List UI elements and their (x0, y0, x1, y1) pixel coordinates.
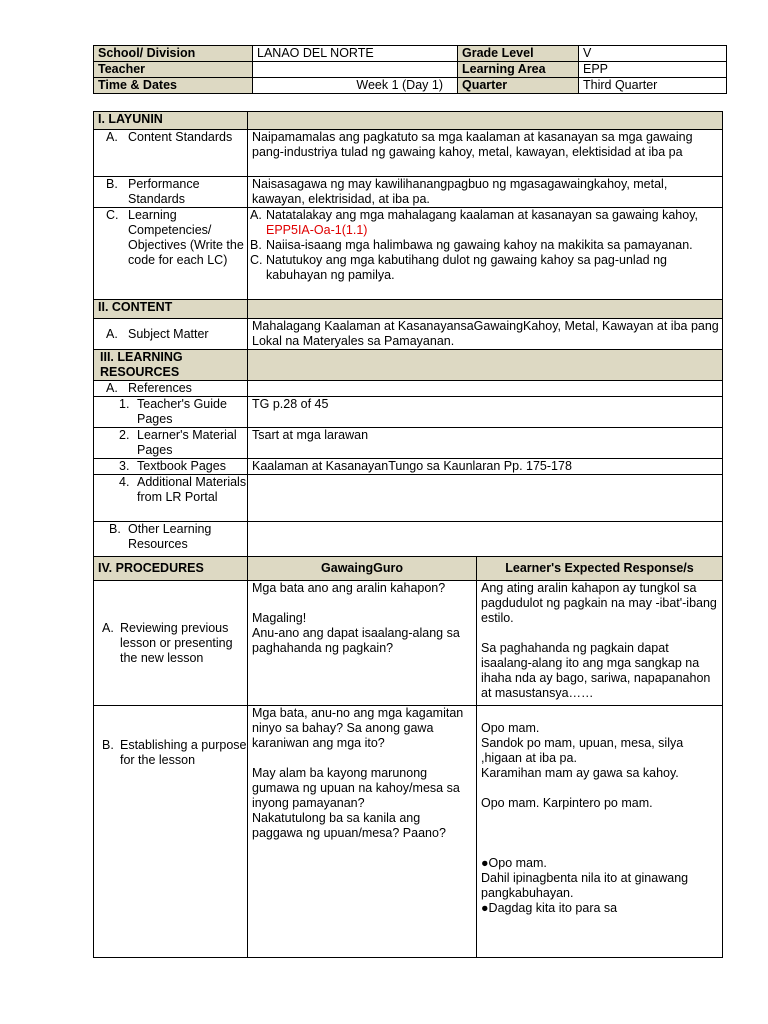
marker: 3. (119, 459, 130, 473)
subject-matter-text: Mahalagang Kaalaman at KasanayansaGawaingKahoy, Metal, Kawayan at iba pang Lokal na Materyales sa Pamayanan. (248, 319, 723, 350)
marker: 1. (119, 397, 130, 411)
item-text: Natutukoy ang mga kabutihang dulot ng gawaing kahoy sa pag-unlad ng kabuhayan ng pamilya. (266, 253, 667, 282)
references-value (248, 381, 723, 397)
section-layunin-title: I. LAYUNIN (94, 112, 248, 130)
quarter-label: Quarter (458, 78, 579, 94)
textbook-pages-label (94, 459, 248, 475)
label-text: Establishing a purpose for the lesson (120, 738, 247, 767)
label-text: Performance Standards (128, 177, 200, 206)
list-item (250, 208, 722, 238)
label-text: Subject Matter (128, 326, 209, 341)
marker: A. (102, 620, 114, 635)
time-value: Week 1 (Day 1) (253, 78, 458, 94)
label-text: Learning Competencies/ Objectives (Write the code for each LC) (128, 208, 244, 267)
content-standards-text: Naipamamalas ang pagkatuto sa mga kaalaman at kasanayan sa mga gawaing pang-industriya tulad ng gawaing kahoy, metal, kawayan, elektisidad at iba pa (248, 130, 723, 177)
competencies-label (94, 208, 248, 300)
section-content-title: II. CONTENT (94, 300, 248, 319)
header-table (93, 45, 727, 94)
competencies-list (248, 208, 723, 300)
marker: 2. (119, 428, 130, 442)
section-resources-title: III. LEARNING RESOURCES (94, 350, 248, 381)
marker: 4. (119, 475, 130, 489)
school-label: School/ Division (94, 46, 253, 62)
grade-value: V (579, 46, 727, 62)
section-procedures-title: IV. PROCEDURES (94, 557, 248, 581)
section-layunin-filler (248, 112, 723, 130)
section-content-filler (248, 300, 723, 319)
marker: A. (106, 130, 118, 144)
marker: B. (250, 238, 262, 252)
marker: A. (106, 381, 118, 395)
textbook-pages-value: Kaalaman at KasanayanTungo sa Kaunlaran Pp. 175-178 (248, 459, 723, 475)
lm-pages-label (94, 428, 248, 459)
label-text: Additional Materials from LR Portal (137, 475, 247, 504)
references-label (94, 381, 248, 397)
tg-pages-label (94, 397, 248, 428)
item-text: Naiisa-isaang mga halimbawa ng gawaing kahoy na makikita sa pamayanan. (266, 238, 693, 252)
time-label: Time & Dates (94, 78, 253, 94)
area-label: Learning Area (458, 62, 579, 78)
content-standards-label (94, 130, 248, 177)
performance-standards-label (94, 177, 248, 208)
label-text: Textbook Pages (137, 459, 226, 473)
lm-pages-value: Tsart at mga larawan (248, 428, 723, 459)
label-text: Other Learning Resources (128, 522, 212, 551)
marker: C. (106, 208, 119, 222)
procedure-b-label (94, 706, 248, 958)
col-teacher-header: GawaingGuro (248, 557, 477, 581)
performance-standards-text: Naisasagawa ng may kawilihanangpagbuo ng mgasagawaingkahoy, metal, kawayan, elektrisidad, at iba pa. (248, 177, 723, 208)
teacher-value (253, 62, 458, 78)
procedure-a-learner: Ang ating aralin kahapon ay tungkol sa pagdudulot ng pagkain na may -ibat'-ibang estilo. Sa paghahanda ng pagkain dapat isaalang-alang ito ang mga sangkap na ihaha nda ay bago, sariwa, napapanahon at masustansya…… (477, 581, 723, 706)
additional-materials-label (94, 475, 248, 522)
marker: A. (250, 208, 262, 222)
col-learner-header: Learner's Expected Response/s (477, 557, 723, 581)
teacher-label: Teacher (94, 62, 253, 78)
label-text: Teacher's Guide Pages (137, 397, 227, 426)
procedure-b-learner: Opo mam. Sandok po mam, upuan, mesa, silya ,higaan at iba pa. Karamihan mam ay gawa sa kahoy. Opo mam. Karpintero po mam. ●Opo mam. Dahil ipinagbenta nila ito at ginawang pangkabuhayan. ●Dagdag kita ito para sa (477, 706, 723, 958)
tg-pages-value: TG p.28 of 45 (248, 397, 723, 428)
label-text: References (128, 381, 192, 395)
marker: B. (106, 177, 118, 191)
area-value: EPP (579, 62, 727, 78)
grade-label: Grade Level (458, 46, 579, 62)
competency-code: EPP5IA-Oa-1(1.1) (266, 223, 368, 237)
marker: B. (102, 738, 114, 752)
other-resources-label (94, 522, 248, 557)
other-resources-value (248, 522, 723, 557)
list-item (250, 238, 722, 253)
list-item (250, 253, 722, 283)
item-text: Natatalakay ang mga mahalagang kaalaman at kasanayan sa gawaing kahoy, (266, 208, 698, 222)
marker: C. (250, 253, 263, 267)
procedure-a-label (94, 581, 248, 706)
section-resources-filler (248, 350, 723, 381)
quarter-value: Third Quarter (579, 78, 727, 94)
main-table (93, 111, 723, 958)
label-text: Content Standards (128, 130, 233, 144)
marker: B. (109, 522, 121, 536)
school-value: LANAO DEL NORTE (253, 46, 458, 62)
label-text: Learner's Material Pages (137, 428, 237, 457)
marker: A. (106, 326, 118, 341)
subject-matter-label (94, 319, 248, 350)
additional-materials-value (248, 475, 723, 522)
procedure-a-teacher: Mga bata ano ang aralin kahapon? Magaling! Anu-ano ang dapat isaalang-alang sa paghahanda ng pagkain? (248, 581, 477, 706)
procedure-b-teacher: Mga bata, anu-no ang mga kagamitan ninyo sa bahay? Sa anong gawa karaniwan ang mga ito? May alam ba kayong marunong gumawa ng upuan na kahoy/mesa sa inyong pamayanan? Nakatutulong ba sa kanila ang paggawa ng upuan/mesa? Paano? (248, 706, 477, 958)
label-text: Reviewing previous lesson or presenting the new lesson (120, 620, 233, 665)
